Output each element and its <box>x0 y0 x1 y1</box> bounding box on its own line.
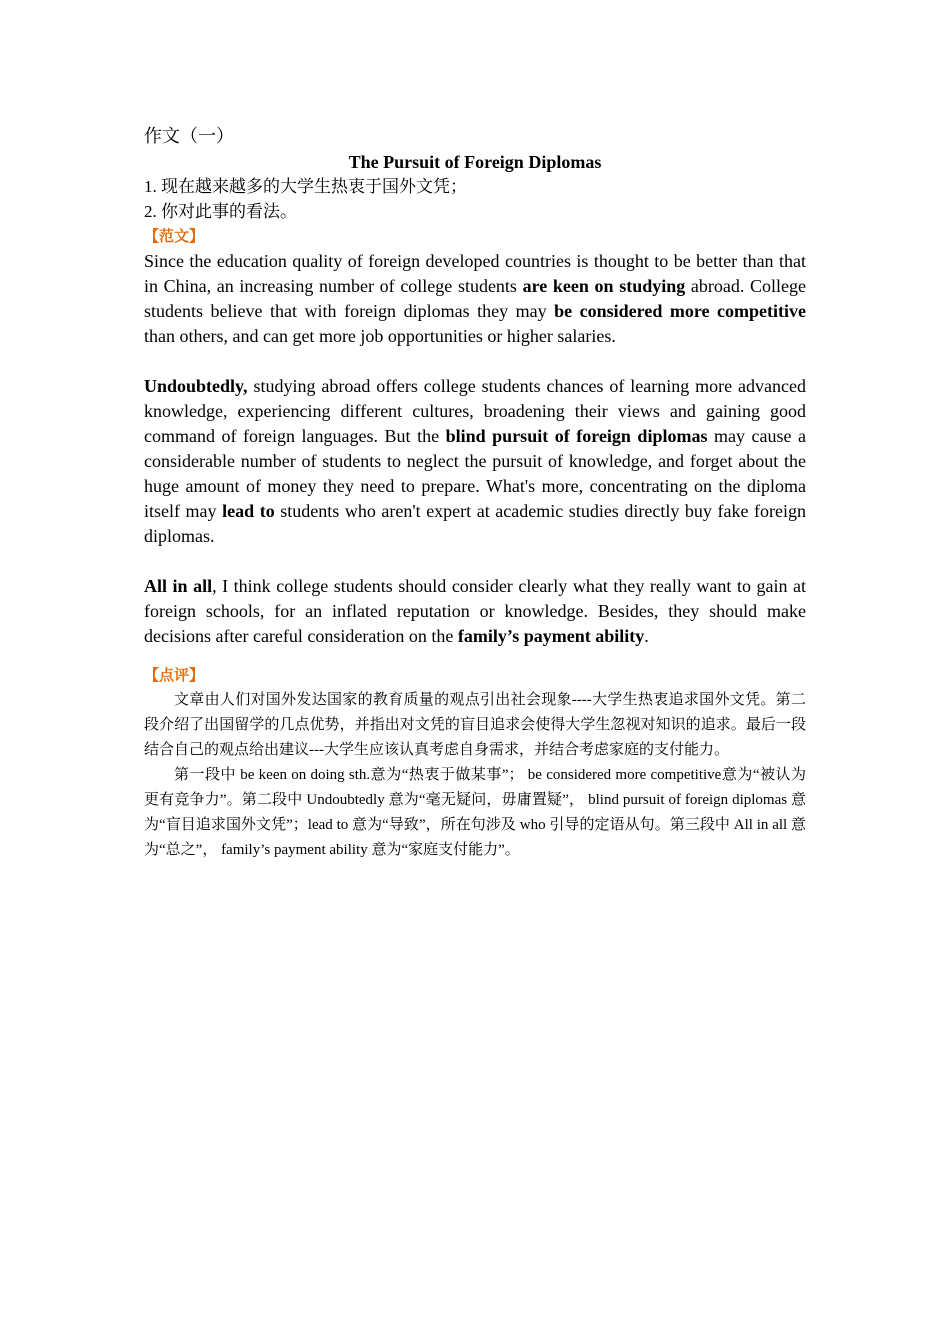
requirement-2: 2. 你对此事的看法。 <box>144 202 297 221</box>
key-phrase: are keen on studying <box>522 276 686 296</box>
essay-paragraph-1 <box>144 249 806 349</box>
essay-paragraph-3 <box>144 574 806 649</box>
key-phrase: All in all <box>144 576 213 596</box>
comment-paragraph-2: 第一段中 be keen on doing sth.意为“热衷于做某事”； be considered more competitive意为“被认为更有竞争力”。第二段中 Undoubtedly 意为“毫无疑问，毋庸置疑”， blind pursuit of foreign diplomas 意为“盲目追求国外文凭”；lead to 意为“导致”，所在句涉及 who 引导的定语从句。第三段中 All in all 意为“总之”， family’s payment ability 意为“家庭支付能力”。 <box>144 767 806 858</box>
model-essay-tag: 【范文】 <box>144 227 205 245</box>
model-essay <box>144 249 806 649</box>
text-run: abroad. College students believe that with foreign diplomas they may <box>144 276 806 321</box>
text-run: , I think college students should consider clearly what they really want to gain at foreign schools, for an inflated reputation or knowledge. Besides, they should make decisions after careful consideration on the <box>144 576 807 646</box>
text-run: students who aren't expert at academic studies directly buy fake foreign diplomas. <box>144 501 807 546</box>
text-run: studying abroad offers college students chances of learning more advanced knowledge, experiencing different cultures, broadening their views and gaining good command of foreign languages. But the <box>144 376 806 446</box>
requirement-1: 1. 现在越来越多的大学生热衷于国外文凭； <box>144 177 467 196</box>
text-run: may cause a considerable number of students to neglect the pursuit of knowledge, and forget about the huge amount of money they need to prepare. What's more, concentrating on the diploma itself may <box>144 426 807 521</box>
text-run: than others, and can get more job opportunities or higher salaries. <box>144 326 616 346</box>
key-phrase: lead to <box>222 501 275 521</box>
essay-paragraph-2 <box>144 374 806 549</box>
document-page <box>144 124 806 863</box>
key-phrase: Undoubtedly, <box>144 376 248 396</box>
comment-paragraph-1: 文章由人们对国外发达国家的教育质量的观点引出社会现象----大学生热衷追求国外文凭。第二段介绍了出国留学的几点优势，并指出对文凭的盲目追求会使得大学生忽视对知识的追求。最后一段结合自己的观点给出建议---大学生应该认真考虑自身需求，并结合考虑家庭的支付能力。 <box>144 692 806 758</box>
text-run: . <box>644 626 649 646</box>
text-run: Since the education quality of foreign developed countries is thought to be better than that in China, an increasing number of college students <box>144 251 806 296</box>
commentary <box>144 688 806 863</box>
key-phrase: family’s payment ability <box>457 626 645 646</box>
section-heading: 作文（一） <box>144 126 234 147</box>
key-phrase: blind pursuit of foreign diplomas <box>445 426 708 446</box>
key-phrase: be considered more competitive <box>554 301 807 321</box>
essay-title: The Pursuit of Foreign Diplomas <box>348 152 602 172</box>
comment-tag: 【点评】 <box>144 666 205 684</box>
